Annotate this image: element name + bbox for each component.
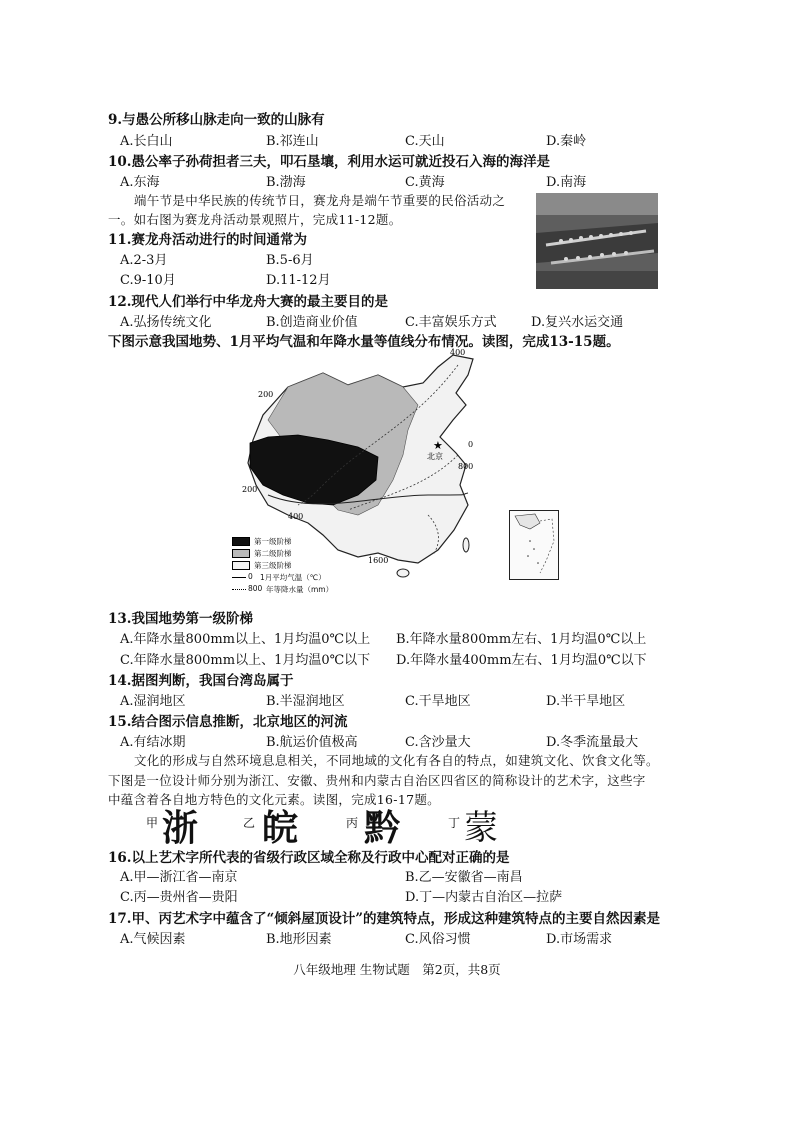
legend-rain: 年等降水量（mm） bbox=[266, 585, 334, 594]
q13-option-d[interactable]: D.年降水量400mm左右、1月均温0℃以下 bbox=[396, 653, 647, 668]
q13-option-c[interactable]: C.年降水量800mm以上、1月均温0℃以下 bbox=[120, 653, 371, 668]
legend-line-rain bbox=[232, 589, 246, 590]
page-footer: 八年级地理 生物试题 第2页，共8页 bbox=[293, 962, 501, 977]
q17-option-a[interactable]: A.气候因素 bbox=[120, 932, 186, 947]
q11-option-a[interactable]: A.2-3月 bbox=[120, 253, 168, 268]
q15-option-d[interactable]: D.冬季流量最大 bbox=[546, 735, 639, 750]
q10-option-d[interactable]: D.南海 bbox=[546, 175, 587, 190]
q15-option-a[interactable]: A.有结冰期 bbox=[120, 735, 186, 750]
legend-step1: 第一级阶梯 bbox=[254, 537, 292, 546]
q11-stem: 11.赛龙舟活动进行的时间通常为 bbox=[108, 232, 307, 248]
q13-option-a[interactable]: A.年降水量800mm以上、1月均温0℃以上 bbox=[120, 632, 371, 647]
art-char-zhe: 浙 bbox=[162, 808, 199, 849]
q17-stem: 17.甲、丙艺术字中蕴含了“倾斜屋顶设计”的建筑特点，形成这种建筑特点的主要自然因素是 bbox=[108, 911, 661, 927]
art-label-yi: 乙 bbox=[243, 816, 256, 830]
dragon-boat-photo bbox=[536, 193, 658, 289]
map-label-400-top: 400 bbox=[450, 348, 466, 357]
legend-temp: 1月平均气温（℃） bbox=[260, 573, 326, 582]
q11-option-b[interactable]: B.5-6月 bbox=[266, 253, 314, 268]
art-label-jia: 甲 bbox=[146, 816, 159, 830]
q13-option-b[interactable]: B.年降水量800mm左右、1月均温0℃以上 bbox=[396, 632, 647, 647]
map-label-400-west: 400 bbox=[288, 512, 304, 521]
q11-option-c[interactable]: C.9-10月 bbox=[120, 273, 176, 288]
legend-swatch-step2 bbox=[232, 549, 250, 558]
taiwan-island bbox=[463, 538, 469, 552]
q16-stem: 16.以上艺术字所代表的省级行政区域全称及行政中心配对正确的是 bbox=[108, 850, 510, 866]
q14-option-a[interactable]: A.湿润地区 bbox=[120, 694, 186, 709]
art-label-ding: 丁 bbox=[448, 816, 461, 830]
intro-map: 下图示意我国地势、1月平均气温和年降水量等值线分布情况。读图，完成13-15题。 bbox=[108, 334, 620, 350]
map-label-0: 0 bbox=[468, 440, 474, 449]
hainan-island bbox=[397, 569, 409, 577]
q16-option-a[interactable]: A.甲—浙江省—南京 bbox=[120, 870, 238, 885]
legend-swatch-step3 bbox=[232, 561, 250, 570]
map-label-beijing: 北京 bbox=[427, 452, 443, 461]
q10-stem: 10.愚公率子孙荷担者三夫，叩石垦壤，利用水运可就近投石入海的海洋是 bbox=[108, 154, 550, 170]
q15-stem: 15.结合图示信息推断，北京地区的河流 bbox=[108, 714, 348, 730]
q12-option-c[interactable]: C.丰富娱乐方式 bbox=[405, 315, 497, 330]
legend-step3: 第三级阶梯 bbox=[254, 561, 292, 570]
q10-option-c[interactable]: C.黄海 bbox=[405, 175, 445, 190]
q16-option-d[interactable]: D.丁—内蒙古自治区—拉萨 bbox=[405, 890, 563, 905]
legend-temp-value: 0 bbox=[248, 572, 253, 581]
q10-option-a[interactable]: A.东海 bbox=[120, 175, 160, 190]
q10-option-b[interactable]: B.渤海 bbox=[266, 175, 306, 190]
beijing-star-icon: ★ bbox=[433, 439, 443, 452]
art-char-qian: 黔 bbox=[364, 808, 401, 849]
q15-option-b[interactable]: B.航运价值极高 bbox=[266, 735, 358, 750]
q17-option-b[interactable]: B.地形因素 bbox=[266, 932, 332, 947]
q12-stem: 12.现代人们举行中华龙舟大赛的最主要目的是 bbox=[108, 294, 388, 310]
q14-option-c[interactable]: C.干旱地区 bbox=[405, 694, 471, 709]
q17-option-c[interactable]: C.风俗习惯 bbox=[405, 932, 471, 947]
map-label-800: 800 bbox=[458, 462, 474, 471]
intro-dragonboat-line1: 端午节是中华民族的传统节日，赛龙舟是端午节重要的民俗活动之 bbox=[134, 193, 506, 208]
legend-step2: 第二级阶梯 bbox=[254, 549, 292, 558]
q12-option-b[interactable]: B.创造商业价值 bbox=[266, 315, 358, 330]
legend-line-temp bbox=[232, 577, 246, 578]
south-china-sea-inset bbox=[509, 510, 559, 580]
q11-option-d[interactable]: D.11-12月 bbox=[266, 273, 331, 288]
q14-option-d[interactable]: D.半干旱地区 bbox=[546, 694, 626, 709]
map-label-200-upper: 200 bbox=[258, 390, 274, 399]
q14-option-b[interactable]: B.半湿润地区 bbox=[266, 694, 345, 709]
intro-dragonboat-line2: 一。如右图为赛龙舟活动景观照片，完成11-12题。 bbox=[108, 212, 402, 227]
q15-option-c[interactable]: C.含沙量大 bbox=[405, 735, 471, 750]
q13-stem: 13.我国地势第一级阶梯 bbox=[108, 611, 253, 627]
art-char-wan: 皖 bbox=[262, 807, 299, 849]
map-label-1600: 1600 bbox=[368, 556, 389, 565]
q9-option-d[interactable]: D.秦岭 bbox=[546, 134, 587, 149]
q9-option-c[interactable]: C.天山 bbox=[405, 134, 445, 149]
q9-stem: 9.与愚公所移山脉走向一致的山脉有 bbox=[108, 112, 325, 128]
q16-option-b[interactable]: B.乙—安徽省—南昌 bbox=[405, 870, 523, 885]
art-char-meng: 蒙 bbox=[464, 808, 498, 848]
map-legend bbox=[232, 537, 362, 595]
intro-culture-line3: 中蕴含着各自地方特色的文化元素。读图，完成16-17题。 bbox=[108, 792, 440, 807]
map-label-200-lower: 200 bbox=[242, 485, 258, 494]
q12-option-d[interactable]: D.复兴水运交通 bbox=[531, 315, 624, 330]
q16-option-c[interactable]: C.丙—贵州省—贵阳 bbox=[120, 890, 238, 905]
intro-culture-line2: 下图是一位设计师分别为浙江、安徽、贵州和内蒙古自治区四省区的简称设计的艺术字，这些字 bbox=[108, 773, 646, 788]
art-label-bing: 丙 bbox=[346, 816, 359, 830]
q9-option-a[interactable]: A.长白山 bbox=[120, 134, 173, 149]
q17-option-d[interactable]: D.市场需求 bbox=[546, 932, 613, 947]
intro-culture-line1: 文化的形成与自然环境息息相关，不同地域的文化有各自的特点，如建筑文化、饮食文化等。 bbox=[134, 753, 659, 768]
q9-option-b[interactable]: B.祁连山 bbox=[266, 134, 319, 149]
q14-stem: 14.据图判断，我国台湾岛属于 bbox=[108, 673, 294, 689]
legend-swatch-step1 bbox=[232, 537, 250, 546]
legend-rain-value: 800 bbox=[248, 584, 263, 593]
q12-option-a[interactable]: A.弘扬传统文化 bbox=[120, 315, 212, 330]
